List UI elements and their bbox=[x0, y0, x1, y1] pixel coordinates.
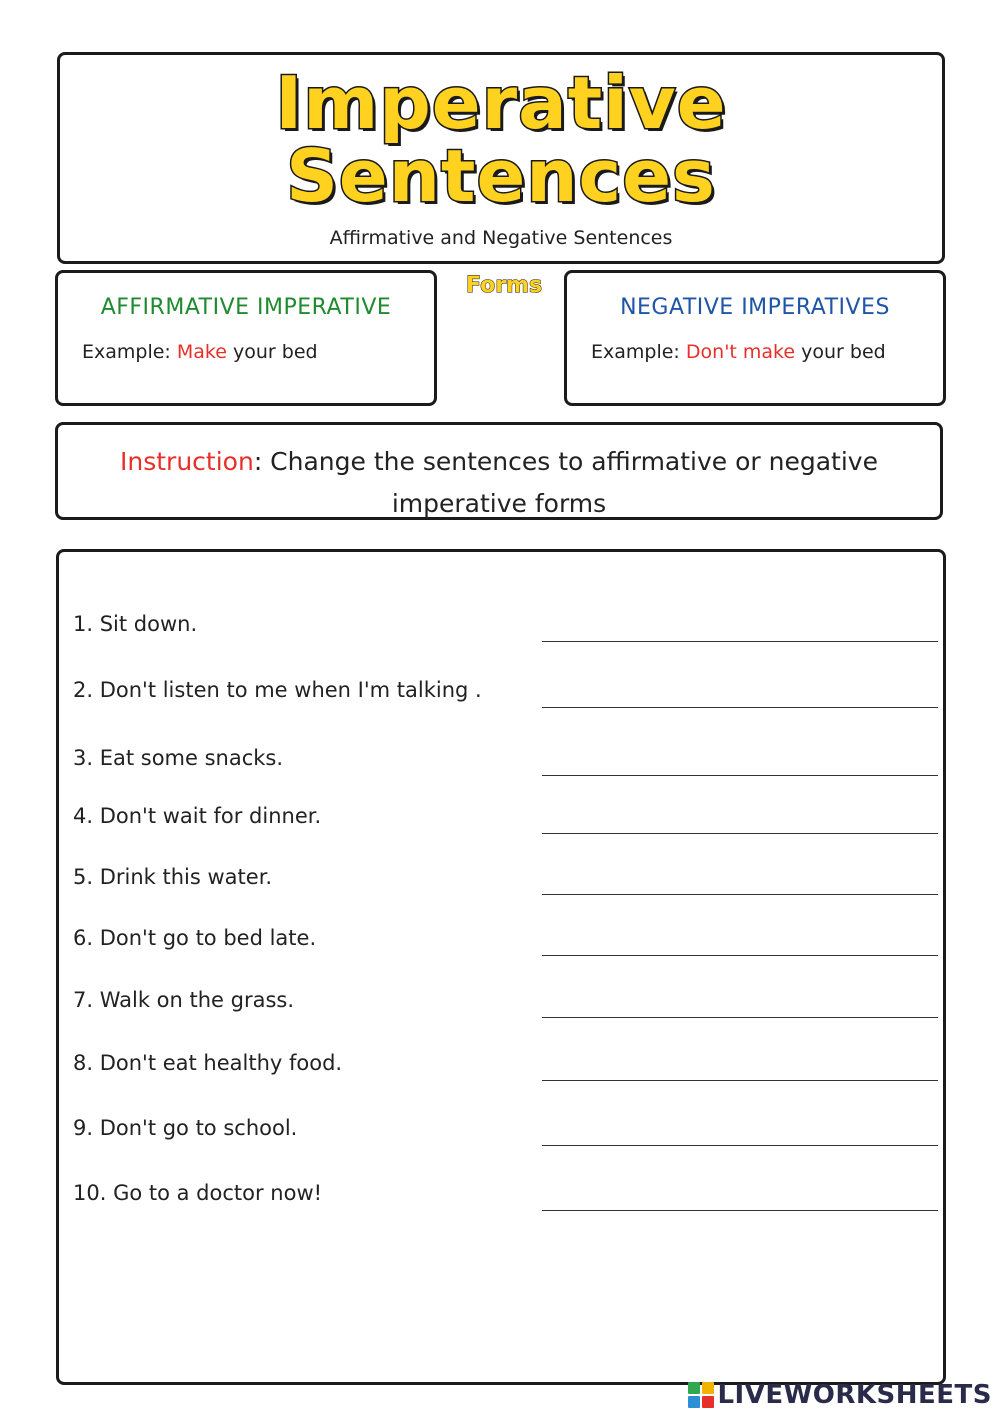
answer-line[interactable] bbox=[542, 707, 938, 708]
example-rest: your bed bbox=[233, 341, 318, 363]
instruction-body: : Change the sentences to affirmative or negative imperative forms bbox=[253, 447, 878, 518]
question-text: 1. Sit down. bbox=[73, 612, 198, 636]
question-text: 5. Drink this water. bbox=[73, 865, 273, 889]
title-line-1: Imperative bbox=[275, 61, 727, 145]
example-rest: your bed bbox=[801, 341, 886, 363]
affirmative-heading: AFFIRMATIVE IMPERATIVE bbox=[100, 295, 392, 320]
instruction-label: Instruction bbox=[120, 447, 254, 476]
question-text: 8. Don't eat healthy food. bbox=[73, 1051, 343, 1075]
answer-line[interactable] bbox=[542, 1210, 938, 1211]
question-row bbox=[59, 978, 943, 1018]
example-highlight: Make bbox=[176, 341, 227, 363]
forms-label: Forms bbox=[465, 273, 543, 298]
subtitle: Affirmative and Negative Sentences bbox=[329, 227, 673, 249]
answer-line[interactable] bbox=[542, 641, 938, 642]
question-text: 4. Don't wait for dinner. bbox=[73, 804, 322, 828]
example-label: Example: bbox=[591, 341, 680, 363]
question-text: 6. Don't go to bed late. bbox=[73, 926, 317, 950]
question-row bbox=[59, 736, 943, 776]
negative-heading: NEGATIVE IMPERATIVES bbox=[620, 295, 890, 320]
question-text: 3. Eat some snacks. bbox=[73, 746, 284, 770]
question-row bbox=[59, 1041, 943, 1081]
question-row bbox=[59, 794, 943, 834]
question-row bbox=[59, 668, 943, 708]
logo-text: LIVEWORKSHEETS bbox=[717, 1380, 992, 1410]
question-row bbox=[59, 855, 943, 895]
affirmative-example bbox=[82, 341, 318, 363]
answer-line[interactable] bbox=[542, 775, 938, 776]
affirmative-panel bbox=[55, 270, 437, 406]
question-text: 2. Don't listen to me when I'm talking . bbox=[73, 678, 482, 702]
answer-line[interactable] bbox=[542, 1017, 938, 1018]
logo-blocks-icon bbox=[688, 1382, 714, 1408]
question-row bbox=[59, 916, 943, 956]
answer-line[interactable] bbox=[542, 833, 938, 834]
example-highlight: Don't make bbox=[685, 341, 796, 363]
question-row bbox=[59, 1171, 943, 1211]
question-list bbox=[56, 549, 946, 1385]
answer-line[interactable] bbox=[542, 1080, 938, 1081]
instruction-panel bbox=[55, 422, 943, 520]
question-text: 10. Go to a doctor now! bbox=[73, 1181, 323, 1205]
instruction-text bbox=[78, 441, 920, 525]
question-text: 7. Walk on the grass. bbox=[73, 988, 295, 1012]
question-row bbox=[59, 1106, 943, 1146]
question-row bbox=[59, 602, 943, 642]
title-panel bbox=[57, 52, 945, 264]
negative-example bbox=[591, 341, 886, 363]
answer-line[interactable] bbox=[542, 1145, 938, 1146]
negative-panel bbox=[564, 270, 946, 406]
question-text: 9. Don't go to school. bbox=[73, 1116, 298, 1140]
example-label: Example: bbox=[82, 341, 171, 363]
answer-line[interactable] bbox=[542, 955, 938, 956]
answer-line[interactable] bbox=[542, 894, 938, 895]
liveworksheets-logo bbox=[688, 1380, 992, 1410]
title-line-2: Sentences bbox=[286, 134, 716, 218]
